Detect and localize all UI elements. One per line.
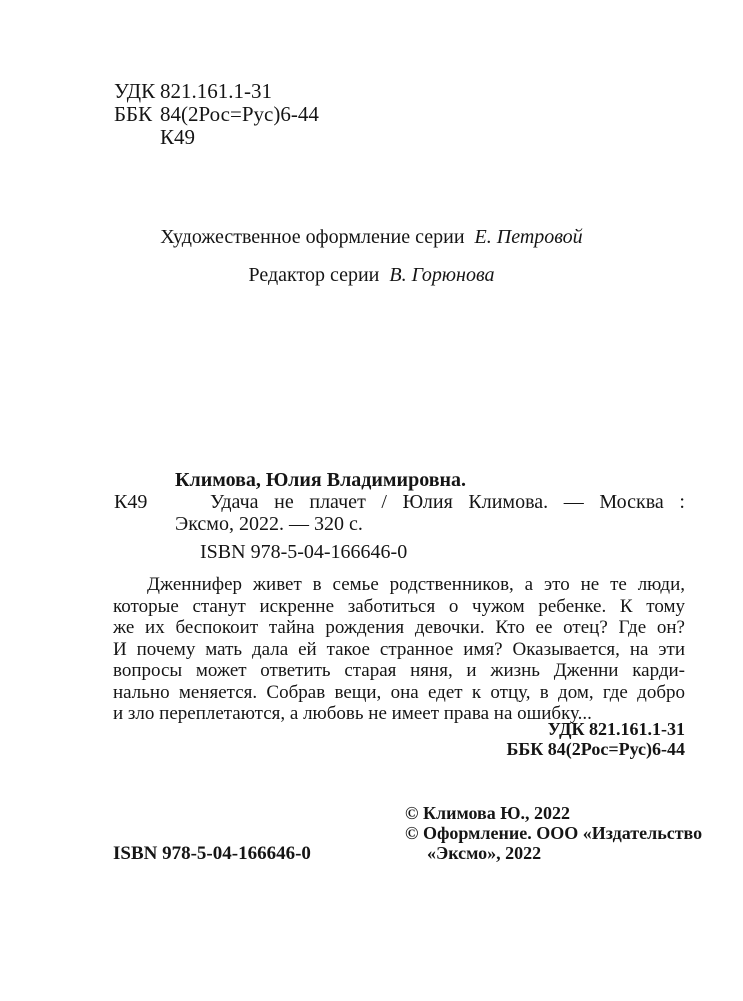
udk-label: УДК <box>114 79 156 103</box>
card-title-line-2: Эксмо, 2022. — 320 с. <box>175 513 363 535</box>
annotation-line: вопросы может ответить старая няня, и жизнь Дженни карди- <box>113 660 685 681</box>
annotation-line: и зло переплетаются, а любовь не имеет права на ошибку... <box>113 703 592 724</box>
annotation-line: Дженнифер живет в семье родственников, а это не те люди, <box>147 574 685 595</box>
udk-line <box>114 80 319 103</box>
bottom-udk: УДК 821.161.1-31 <box>547 719 685 739</box>
copyright-block <box>405 803 702 863</box>
bbk-line <box>114 103 319 126</box>
series-designer-name: Е. Петровой <box>474 226 583 248</box>
top-codes-block <box>114 80 319 149</box>
annotation-line: которые станут искренне заботиться о чужом ребенке. К тому <box>113 595 685 617</box>
copyright-publisher-line-2: «Эксмо», 2022 <box>427 843 542 863</box>
isbn-bottom: ISBN 978-5-04-166646-0 <box>113 843 311 864</box>
series-credits <box>0 227 743 286</box>
series-editor-line <box>0 265 743 286</box>
udk-value: 821.161.1-31 <box>160 79 272 103</box>
series-designer-line <box>0 227 743 248</box>
catalog-card-index: К49 <box>114 491 148 513</box>
copyright-author-line: © Климова Ю., 2022 <box>405 803 571 823</box>
annotation-line: И почему мать дала ей такое странное имя? Оказывается, на эти <box>113 638 685 660</box>
copyright-publisher-line: © Оформление. ООО «Издательство <box>405 823 703 843</box>
series-designer-label: Художественное оформление серии <box>160 226 465 248</box>
bottom-bbk: ББК 84(2Рос=Рус)6-44 <box>506 739 685 759</box>
annotation-block <box>113 574 685 725</box>
series-editor-name: В. Горюнова <box>389 264 495 286</box>
bbk-label: ББК <box>114 102 153 126</box>
card-author: Климова, Юлия Владимировна. <box>175 469 467 491</box>
card-isbn: ISBN 978-5-04-166646-0 <box>200 541 408 563</box>
annotation-line: же их беспокоит тайна рождения девочки. Кто ее отец? Где он? <box>113 617 685 638</box>
bottom-codes-block <box>506 719 685 759</box>
bbk-value: 84(2Рос=Рус)6-44 <box>160 102 319 126</box>
catalog-card-text <box>175 469 685 563</box>
card-title-line-1: Удача не плачет / Юлия Климова. — Москва : <box>210 491 685 513</box>
annotation-line: нально меняется. Собрав вещи, она едет к отцу, в дом, где добро <box>113 681 685 703</box>
catalog-card <box>114 469 685 563</box>
author-sign: К49 <box>160 125 196 149</box>
series-editor-label: Редактор серии <box>248 264 380 286</box>
